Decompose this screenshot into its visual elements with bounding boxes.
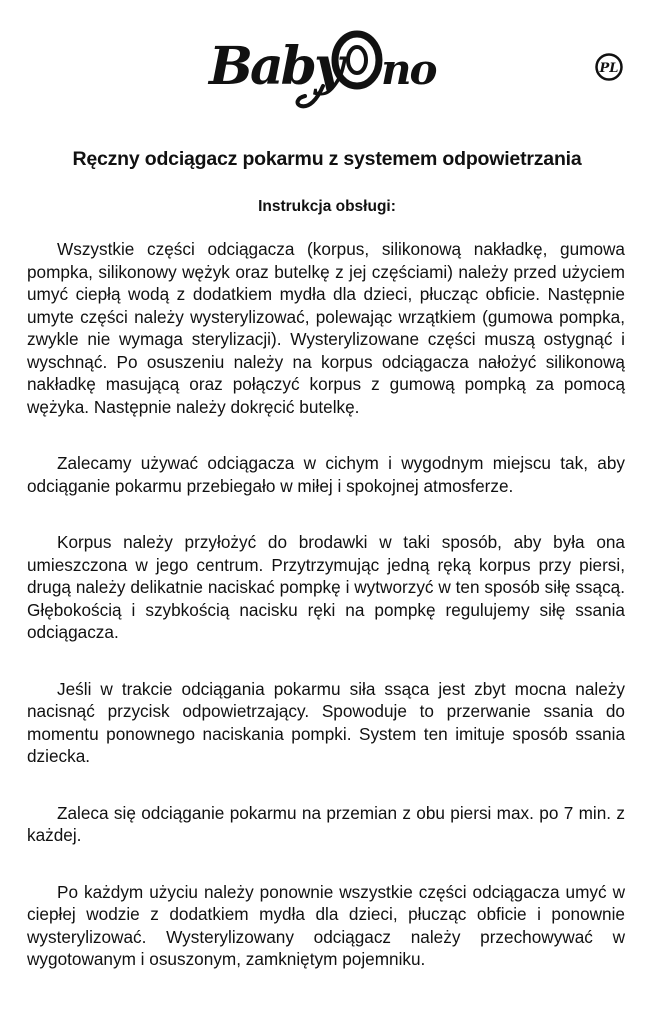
svg-text:PL: PL — [599, 61, 619, 76]
babyono-logo — [205, 22, 445, 112]
instructions-body — [27, 238, 625, 1005]
svg-text:Baby: Baby — [209, 36, 342, 97]
paragraph: Wszystkie części odciągacza (korpus, silikonową nakładkę, gumowa pompka, silikonowy wężyk oraz butelkę z jej częściami) należy przed użyciem umyć ciepłą wodą z dodatkiem mydła dla dzieci, płucząc obficie. Następnie umyte części należy wysterylizować, polewając wrzątkiem (gumowa pompka, zwykle nie wymaga sterylizacji). Wysterylizowane części muszą ostygnąć i wyschnąć. Po osuszeniu należy na korpus odciągacza nałożyć silikonową nakładkę masującą oraz połączyć korpus z gumową pompką za pomocą wężyka. Następnie należy dokręcić butelkę. — [27, 239, 625, 417]
svg-text:no: no — [381, 45, 436, 94]
document-title: Ręczny odciągacz pokarmu z systemem odpowietrzania — [72, 148, 582, 170]
paragraph: Jeśli w trakcie odciągania pokarmu siła ssąca jest zbyt mocna należy nacisnąć przycisk odpowietrzający. Spowoduje to przerwanie ssania do momentu ponownego naciskania pompki. System ten imituje sposób ssania dziecka. — [27, 678, 625, 766]
paragraph: Korpus należy przyłożyć do brodawki w taki sposób, aby była ona umieszczona w jego centrum. Przytrzymując jedną ręką korpus przy piersi, drugą należy delikatnie naciskać pompkę i wytworzyć w ten sposób siłę ssącą. Głębokością i szybkością nacisku ręki na pompkę regulujemy siłę ssania odciągacza. — [27, 532, 625, 642]
language-badge-pl — [594, 52, 624, 82]
header — [0, 22, 654, 112]
document-subtitle: Instrukcja obsługi: — [258, 198, 396, 215]
paragraph: Zalecamy używać odciągacza w cichym i wygodnym miejscu tak, aby odciąganie pokarmu przebiegało w miłej i spokojnej atmosferze. — [27, 453, 625, 496]
paragraph: Zaleca się odciąganie pokarmu na przemian z obu piersi max. po 7 min. z każdej. — [27, 802, 625, 845]
paragraph: Po każdym użyciu należy ponownie wszystkie części odciągacza umyć w ciepłej wodzie z dodatkiem mydła dla dzieci, płucząc obficie i ponownie wysterylizować. Wysterylizowany odciągacz należy przechowywać w wygotowanym i osuszonym, zamkniętym pojemniku. — [27, 881, 625, 969]
